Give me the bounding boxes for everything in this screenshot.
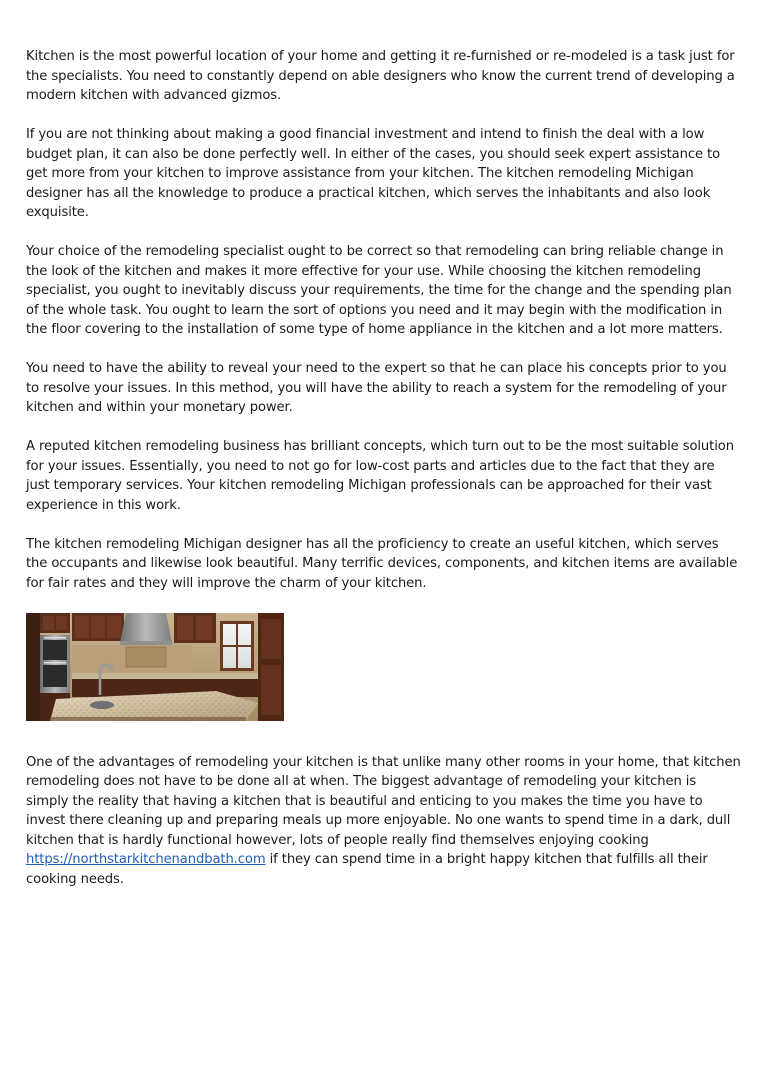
advantages-text-before-link: One of the advantages of remodeling your kitchen is that unlike many other rooms in your home, that kitchen remodeling does not have to be done all at when. The biggest advantage of remodeling your kitchen is simply the reality that having a kitchen that is beautiful and enticing to you makes the time you have to invest there cleaning up and preparing meals up more enjoyable. No one wants to spend time in a dark, dull kitchen that is hardly functional however, lots of people really find themselves enjoying cooking xyxy=(26,754,741,848)
northstar-kitchen-link[interactable]: https://northstarkitchenandbath.com xyxy=(26,852,266,867)
paragraph-choice: Your choice of the remodeling specialist ought to be correct so that remodeling can bring reliable change in the look of the kitchen and makes it more effective for your use. While choosing the kitchen remodeling specialist, you ought to inevitably discuss your requirements, the time for the change and the spending plan of the whole task. You ought to learn the sort of options you need and it may begin with the modification in the floor covering to the installation of some type of home appliance in the kitchen and a lot more matters. xyxy=(26,244,732,337)
paragraph-reveal-need: You need to have the ability to reveal your need to the expert so that he can place his concepts prior to you to resolve your issues. In this method, you will have the ability to reach a system for the remodeling of your kitchen and within your monetary power. xyxy=(26,361,727,415)
paragraph-designer: The kitchen remodeling Michigan designer has all the proficiency to create an useful kitchen, which serves the occupants and likewise look beautiful. Many terrific devices, components, and kitchen items are available for fair rates and they will improve the charm of your kitchen. xyxy=(26,536,738,591)
paragraph-advantages xyxy=(26,753,742,890)
article-body xyxy=(26,47,742,909)
paragraph-budget: If you are not thinking about making a good financial investment and intend to finish the deal with a low budget plan, it can also be done perfectly well. In either of the cases, you should seek expert assistance to get more from your kitchen to improve assistance from your kitchen. The kitchen remodeling Michigan designer has all the knowledge to produce a practical kitchen, which serves the inhabitants and also look exquisite. xyxy=(26,127,721,220)
advantages-text-after-link: if they can spend time in a bright happy kitchen that fulfills all their cooking needs. xyxy=(26,852,708,887)
kitchen-photo xyxy=(26,613,284,721)
paragraph-reputed-business: A reputed kitchen remodeling business has brilliant concepts, which turn out to be the most suitable solution for your issues. Essentially, you need to not go for low-cost parts and articles due to the fact that they are just temporary services. Your kitchen remodeling Michigan professionals can be approached for their vast experience in this work. xyxy=(26,439,734,513)
paragraph-intro: Kitchen is the most powerful location of your home and getting it re-furnished or re-modeled is a task just for the specialists. You need to constantly depend on able designers who know the current trend of developing a modern kitchen with advanced gizmos. xyxy=(26,49,735,103)
